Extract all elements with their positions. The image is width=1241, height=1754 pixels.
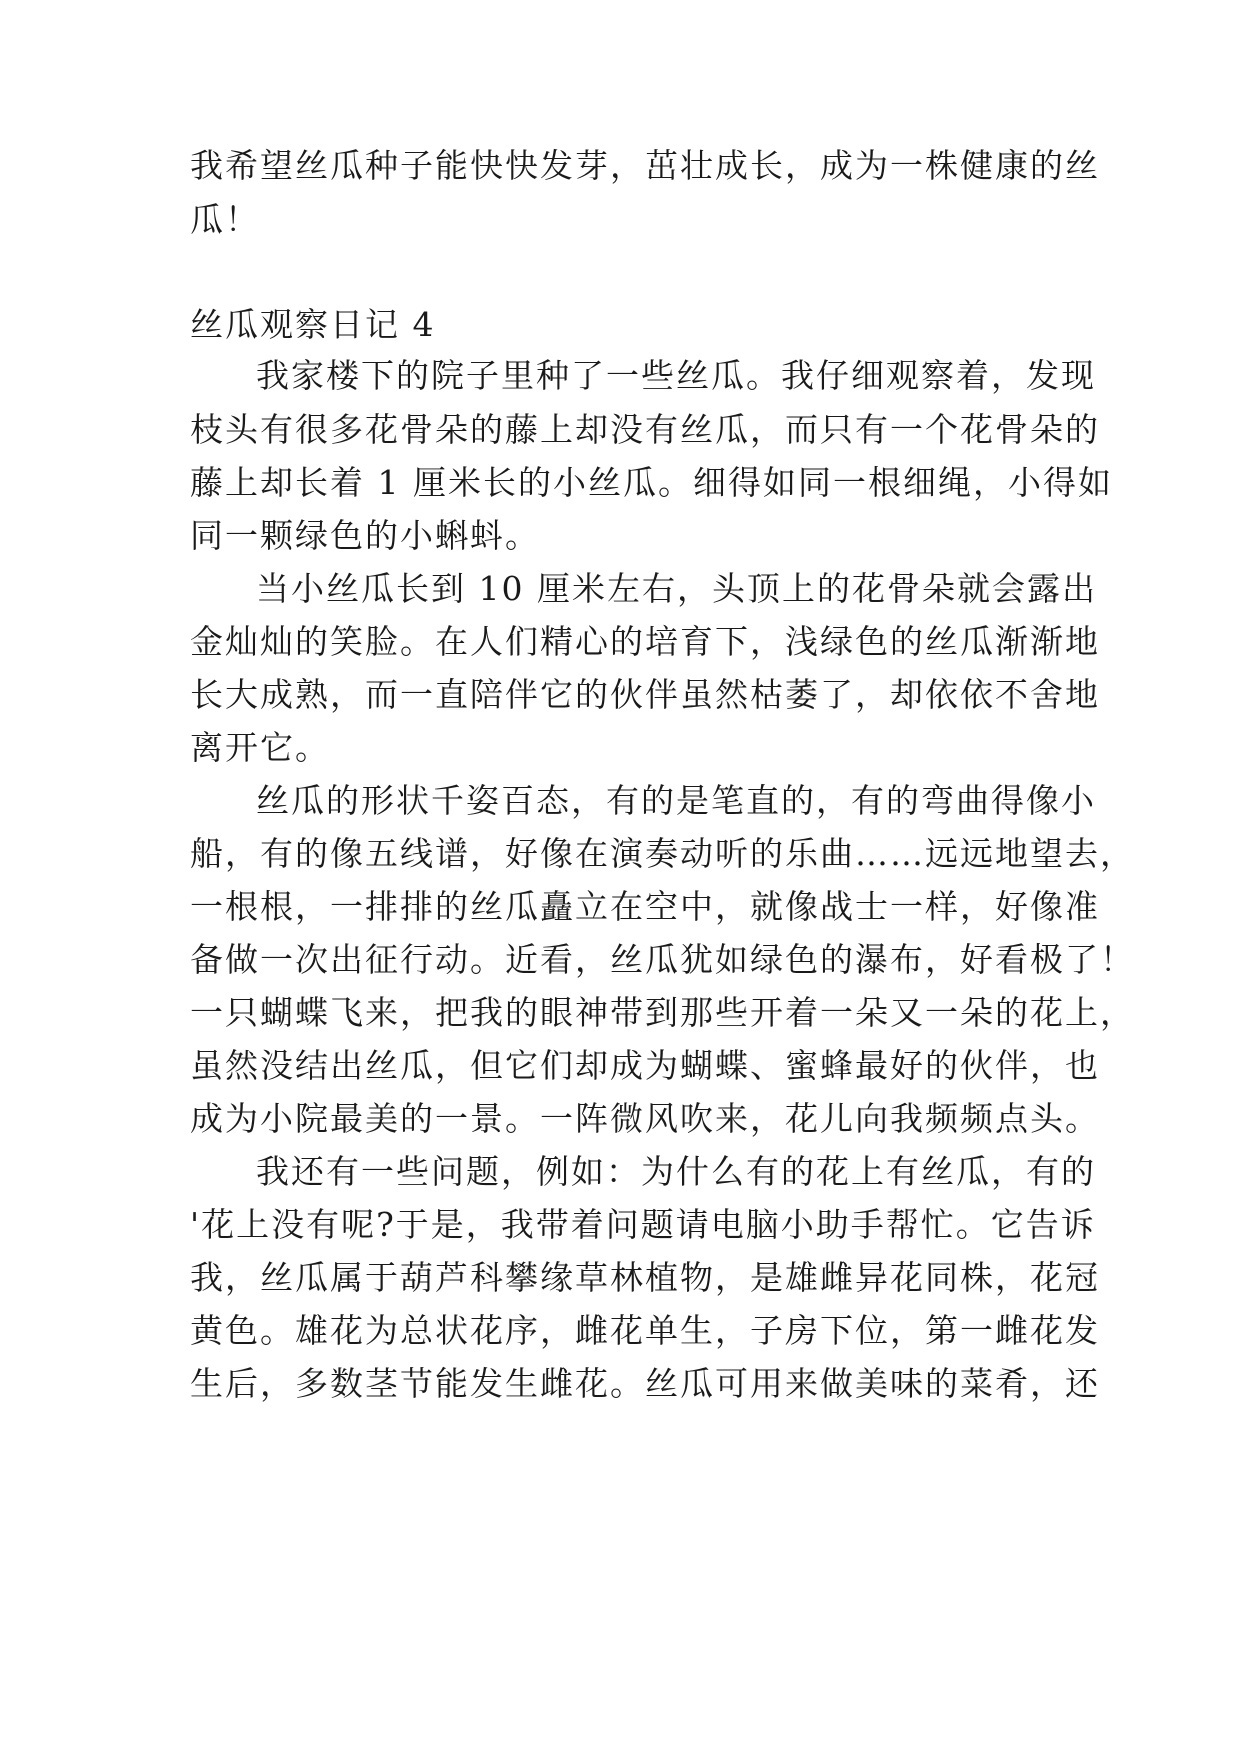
intro-line-2: 瓜！ [190,200,260,239]
paragraph-1-line-4: 同一颗绿色的小蝌蚪。 [190,516,540,555]
paragraph-2-line-2: 金灿灿的笑脸。在人们精心的培育下，浅绿色的丝瓜渐渐地 [190,622,1100,661]
paragraph-3-line-6: 虽然没结出丝瓜，但它们却成为蝴蝶、蜜蜂最好的伙伴，也 [190,1046,1100,1085]
paragraph-2-line-3: 长大成熟，而一直陪伴它的伙伴虽然枯萎了，却依依不舍地 [190,675,1100,714]
section-title: 丝瓜观察日记 4 [190,305,436,344]
paragraph-2-line-4: 离开它。 [190,728,330,767]
paragraph-4-line-1: 我还有一些问题，例如：为什么有的花上有丝瓜，有的 [256,1152,1096,1191]
paragraph-3-line-7: 成为小院最美的一景。一阵微风吹来，花儿向我频频点头。 [190,1099,1100,1138]
paragraph-4-line-4: 黄色。雄花为总状花序，雌花单生，子房下位，第一雌花发 [190,1311,1100,1350]
paragraph-2-line-1: 当小丝瓜长到 10 厘米左右，头顶上的花骨朵就会露出 [256,569,1097,608]
paragraph-3-line-3: 一根根，一排排的丝瓜矗立在空中，就像战士一样，好像准 [190,887,1100,926]
paragraph-3-line-4: 备做一次出征行动。近看，丝瓜犹如绿色的瀑布，好看极了！ [190,940,1135,979]
paragraph-4-line-3: 我，丝瓜属于葫芦科攀缘草林植物，是雄雌异花同株，花冠 [190,1258,1100,1297]
paragraph-1-line-2: 枝头有很多花骨朵的藤上却没有丝瓜，而只有一个花骨朵的 [190,410,1100,449]
paragraph-3-line-5: 一只蝴蝶飞来，把我的眼神带到那些开着一朵又一朵的花上， [190,993,1135,1032]
paragraph-4-line-5: 生后，多数茎节能发生雌花。丝瓜可用来做美味的菜肴，还 [190,1364,1100,1403]
paragraph-1-line-1: 我家楼下的院子里种了一些丝瓜。我仔细观察着，发现 [256,356,1096,395]
intro-line-1: 我希望丝瓜种子能快快发芽，茁壮成长，成为一株健康的丝 [190,146,1100,185]
paragraph-4-line-2: '花上没有呢?于是，我带着问题请电脑小助手帮忙。它告诉 [190,1205,1096,1244]
paragraph-3-line-2: 船，有的像五线谱，好像在演奏动听的乐曲……远远地望去， [190,834,1135,873]
paragraph-1-line-3: 藤上却长着 1 厘米长的小丝瓜。细得如同一根细绳，小得如 [190,463,1113,502]
paragraph-3-line-1: 丝瓜的形状千姿百态，有的是笔直的，有的弯曲得像小 [256,781,1096,820]
